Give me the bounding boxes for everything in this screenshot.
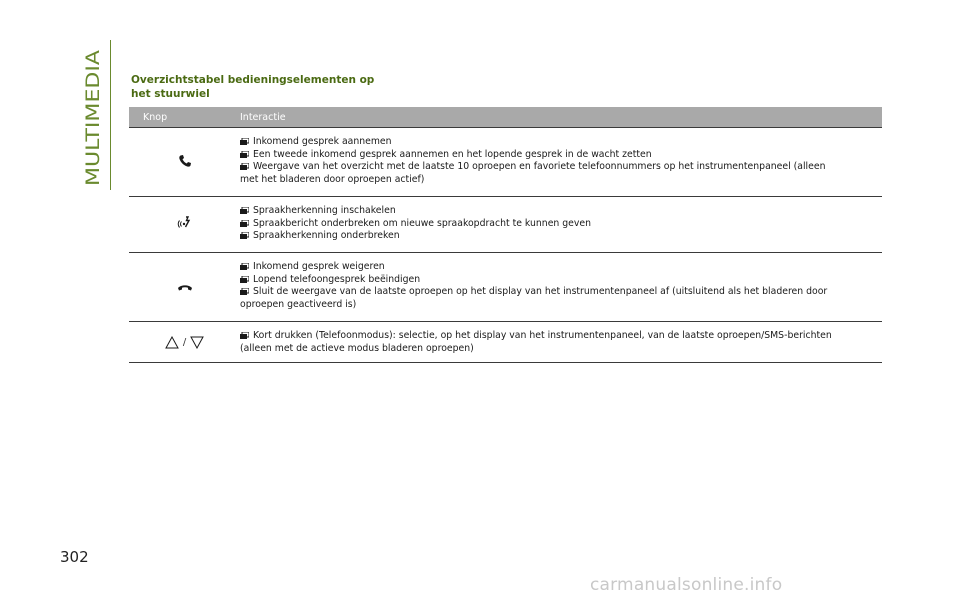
item-text: Kort drukken (Telefoonmodus): selectie, op het display van het instrumentenpaneel, van de laatste oproepen/SMS-berichten [253,330,832,341]
page-number: 302 [60,548,89,566]
item-text: Inkomend gesprek aannemen [253,136,392,147]
knop-cell [129,253,240,321]
bullet-icon [240,332,249,339]
list-item [240,286,878,299]
section-side-label [70,48,110,188]
table-row [129,253,882,322]
list-item [240,230,878,243]
list-item [240,261,878,274]
item-text: Spraakherkenning inschakelen [253,205,396,216]
bullet-icon [240,232,249,239]
item-text: Sluit de weergave van de laatste oproepen op het display van het instrumentenpaneel af (uitsluitend als het bladeren door [253,286,828,297]
table-row [129,322,882,363]
list-item [240,136,878,149]
interactie-cell [240,322,882,362]
knop-cell [129,128,240,196]
title-line-2: het stuurwiel [131,88,210,100]
item-text: Weergave van het overzicht met de laatste 10 oproepen en favoriete telefoonnummers op het instrumentenpaneel (alleen [253,161,826,172]
bullet-icon [240,263,249,270]
bullet-icon [240,276,249,283]
side-label-text: MULTIMEDIA [82,68,104,186]
section-title [131,73,431,101]
header-knop: Knop [143,111,168,123]
list-item [240,330,878,343]
item-continuation: (alleen met de actieve modus bladeren oproepen) [240,342,474,354]
watermark: carmanualsonline.info [590,575,783,595]
item-text: Inkomend gesprek weigeren [253,261,385,272]
table-row [129,197,882,253]
list-item [240,274,878,287]
bullet-icon [240,163,249,170]
phone-answer-icon [178,153,192,172]
item-continuation: met het bladeren door oproepen actief) [240,173,425,185]
interactie-cell [240,253,882,321]
arrow-separator: / [182,336,187,348]
interactie-cell [240,128,882,196]
list-item [240,149,878,162]
table-row [129,128,882,197]
list-item [240,161,878,174]
table-header [129,107,882,128]
list-item [240,218,878,231]
bullet-icon [240,138,249,145]
phone-hangup-icon [177,278,193,297]
voice-recognition-icon [177,215,193,235]
item-continuation: oproepen geactiveerd is) [240,298,357,310]
header-interactie: Interactie [240,111,286,123]
up-down-arrows-icon [165,336,204,349]
down-triangle-icon [190,336,204,349]
interactie-cell [240,197,882,252]
knop-cell [129,197,240,252]
bullet-icon [240,220,249,227]
side-rule [110,40,111,190]
controls-table [129,107,882,363]
list-item [240,205,878,218]
knop-cell [129,322,240,362]
up-triangle-icon [165,336,179,349]
item-text: Lopend telefoongesprek beëindigen [253,273,421,285]
item-text: Spraakherkenning onderbreken [253,230,400,241]
bullet-icon [240,151,249,158]
item-text: Een tweede inkomend gesprek aannemen en het lopende gesprek in de wacht zetten [253,148,652,160]
item-text: Spraakbericht onderbreken om nieuwe spraakopdracht te kunnen geven [253,217,592,229]
bullet-icon [240,207,249,214]
bullet-icon [240,288,249,295]
title-line-1: Overzichtstabel bedieningselementen op [131,74,375,86]
